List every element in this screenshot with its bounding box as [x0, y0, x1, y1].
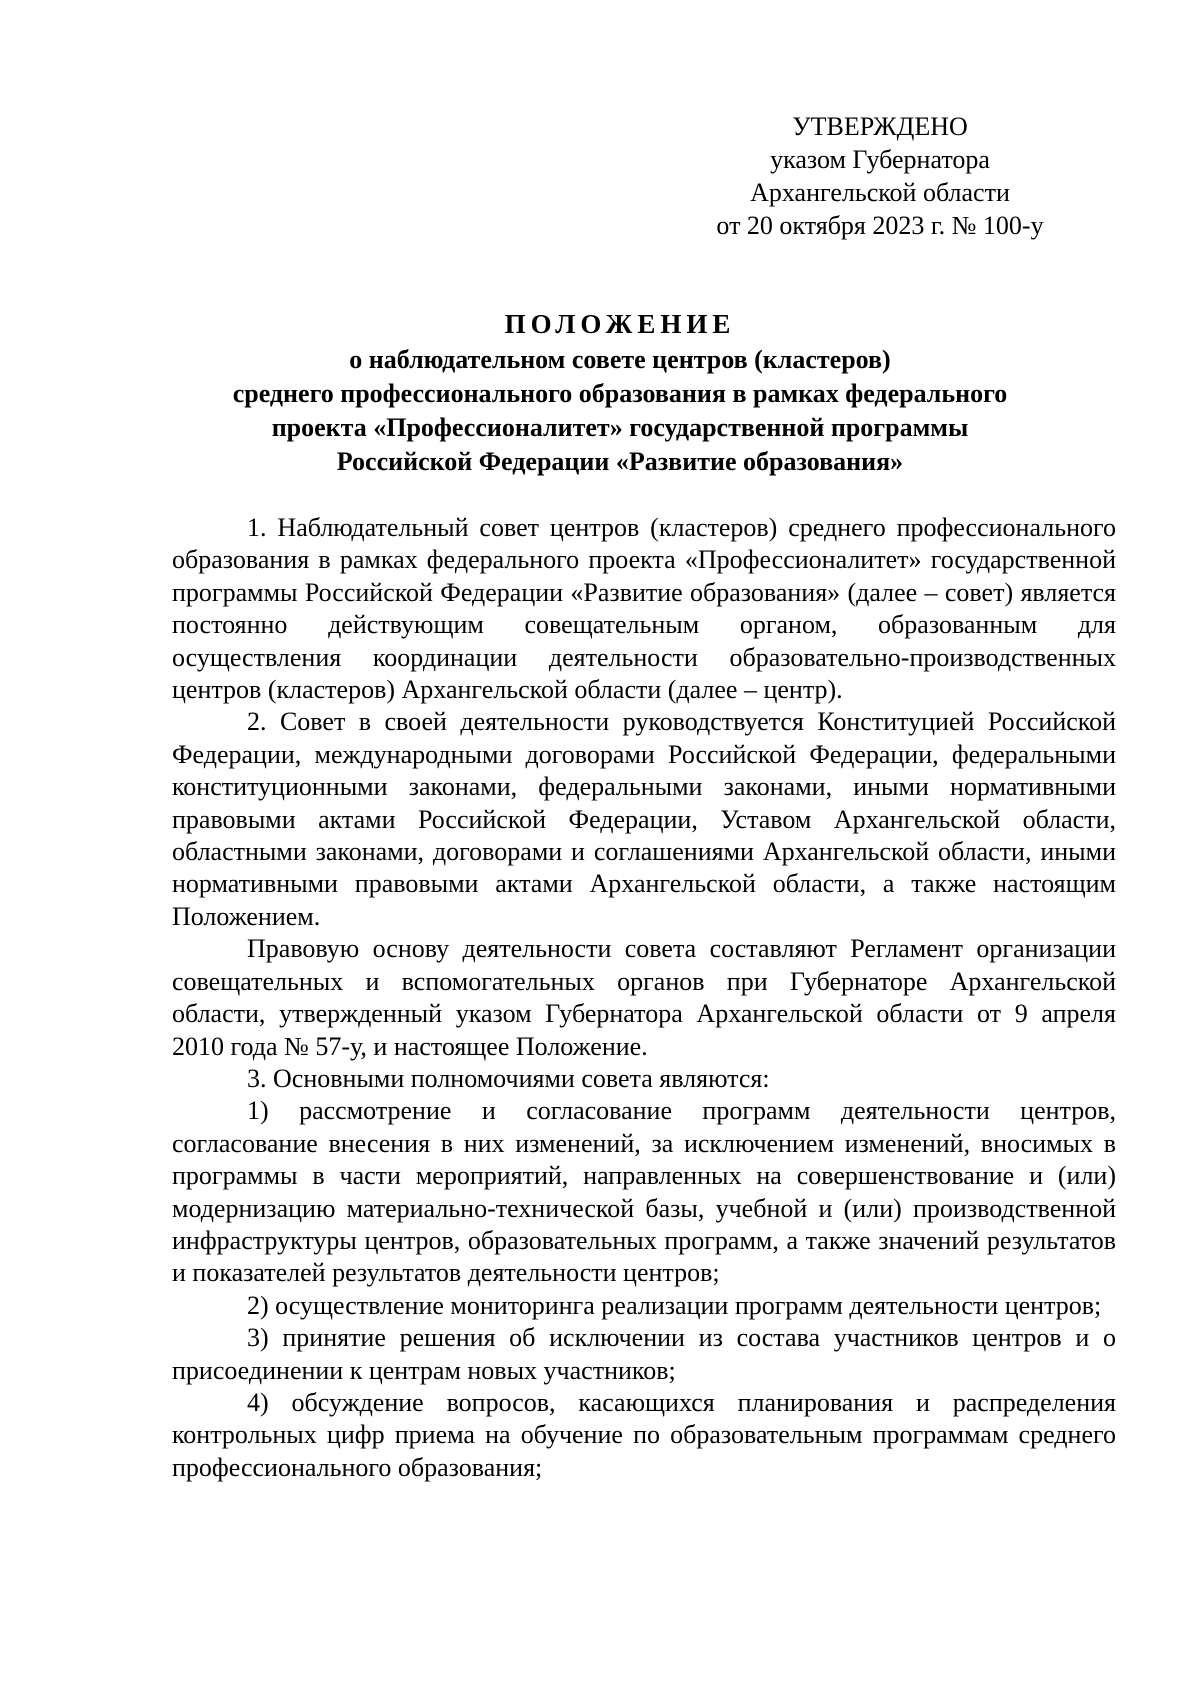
document-subtitle-line-4: Российской Федерации «Развитие образования» — [336, 447, 904, 476]
list-item-1: 1) рассмотрение и согласование программ деятельности центров, согласование внесения в них изменений, за исключением изменений, вносимых в программы в части мероприятий, направленных на совершенствование и (или) модернизацию материально-технической базы, учебной и (или) производственной инфраструктуры центров, образовательных программ, а также значений результатов и показателей результатов деятельности центров; — [172, 1096, 1116, 1288]
approval-region: Архангельской области — [750, 178, 1010, 207]
document-subtitle-line-3: проекта «Профессионалитет» государственной программы — [271, 413, 969, 442]
list-item-2: 2) осуществление мониторинга реализации программ деятельности центров; — [247, 1290, 1102, 1320]
list-item-4: 4) обсуждение вопросов, касающихся планирования и распределения контрольных цифр приема на обучение по образовательным программам среднего профессионального образования; — [172, 1387, 1116, 1482]
paragraph-2: 2. Совет в своей деятельности руководствуется Конституцией Российской Федерации, международными договорами Российской Федерации, федеральными конституционными законами, федеральными законами, иными нормативными правовыми актами Российской Федерации, Уставом Архангельской области, областными законами, договорами и соглашениями Архангельской области, иными нормативными правовыми актами Архангельской области, а также настоящим Положением. — [172, 707, 1116, 931]
approval-heading: УТВЕРЖДЕНО — [792, 112, 968, 141]
approval-date-number: от 20 октября 2023 г. № 100-у — [716, 211, 1044, 240]
paragraph-1: 1. Наблюдательный совет центров (кластеров) среднего профессионального образования в рамках федерального проекта «Профессионалитет» государственной программы Российской Федерации «Развитие образования» (далее – совет) является постоянно действующим совещательным органом, образованным для осуществления координации деятельности образовательно-производственных центров (кластеров) Архангельской области (далее – центр). — [172, 513, 1116, 705]
document-title-block — [170, 307, 1070, 479]
paragraph-legal-basis: Правовую основу деятельности совета составляют Регламент организации совещательных и вспомогательных органов при Губернаторе Архангельской области, утвержденный указом Губернатора Архангельской области от 9 апреля 2010 года № 57-у, и настоящее Положение. — [172, 934, 1116, 1061]
list-item-3: 3) принятие решения об исключении из состава участников центров и о присоединении к центрам новых участников; — [172, 1323, 1116, 1385]
approval-stamp — [700, 110, 1060, 242]
document-subtitle-line-1: о наблюдательном совете центров (кластеров) — [349, 345, 891, 374]
paragraph-3: 3. Основными полномочиями совета являются: — [247, 1063, 770, 1093]
document-body — [172, 512, 1116, 1484]
approval-authority: указом Губернатора — [770, 145, 990, 174]
document-title: ПОЛОЖЕНИЕ — [504, 309, 736, 339]
document-subtitle-line-2: среднего профессионального образования в рамках федерального — [232, 379, 1008, 408]
